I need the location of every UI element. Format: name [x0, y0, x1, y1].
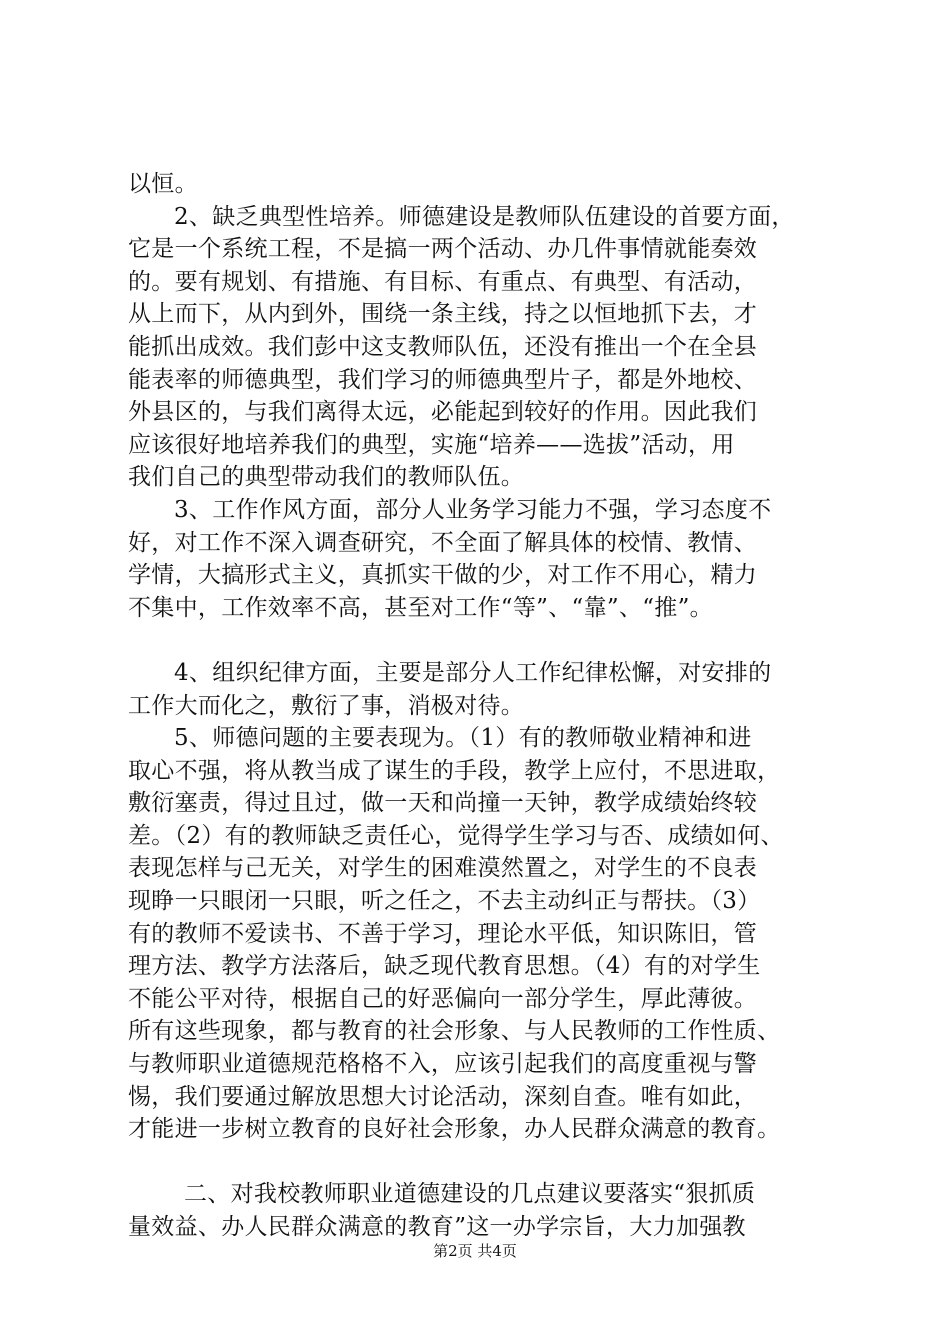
- text-line: 取心不强，将从教当成了谋生的手段，教学上应付，不思进取，: [128, 757, 781, 784]
- text-line: 所有这些现象，都与教育的社会形象、与人民教师的工作性质、: [128, 1018, 781, 1045]
- text-line: 惕，我们要通过解放思想大讨论活动，深刻自查。唯有如此，: [128, 1083, 758, 1110]
- text-line: 学情，大搞形式主义，真抓实干做的少，对工作不用心，精力: [128, 562, 758, 589]
- document-body: [128, 168, 840, 1244]
- text-line: 应该很好地培养我们的典型，实施“培养——选拔”活动，用: [128, 431, 735, 458]
- text-line: 好，对工作不深入调查研究，不全面了解具体的校情、教情、: [128, 529, 758, 556]
- page-number: 第2页 共4页: [433, 1242, 517, 1260]
- text-line: 它是一个系统工程，不是搞一两个活动、办几件事情就能奏效: [128, 236, 758, 263]
- paragraph-2-start: 2、缺乏典型性培养。师德建设是教师队伍建设的首要方面，: [174, 203, 795, 230]
- section-heading-line: 二、对我校教师职业道德建设的几点建议要落实“狠抓质: [184, 1181, 756, 1208]
- text-line: 我们自己的典型带动我们的教师队伍。: [128, 464, 525, 491]
- text-line: 表现怎样与己无关，对学生的困难漠然置之，对学生的不良表: [128, 855, 758, 882]
- paragraph-gap: [128, 1146, 840, 1179]
- text-line: 现睁一只眼闭一只眼，听之任之，不去主动纠正与帮扶。（3）: [128, 888, 761, 915]
- text-line: 能抓出成效。我们彭中这支教师队伍，还没有推出一个在全县: [128, 333, 758, 360]
- text-line: 才能进一步树立教育的良好社会形象，办人民群众满意的教育。: [128, 1116, 781, 1143]
- text-line: 工作大而化之，敷衍了事，消极对待。: [128, 692, 525, 719]
- paragraph-3-start: 3、工作作风方面，部分人业务学习能力不强，学习态度不: [174, 496, 772, 523]
- text-line: 敷衍塞责，得过且过，做一天和尚撞一天钟，教学成绩始终较: [128, 790, 758, 817]
- text-line: 理方法、教学方法落后，缺乏现代教育思想。（4）有的对学生: [128, 953, 761, 980]
- paragraph-4-start: 4、组织纪律方面，主要是部分人工作纪律松懈，对安排的: [174, 659, 772, 686]
- paragraph-gap: [128, 624, 840, 657]
- text-line: 有的教师不爱读书、不善于学习，理论水平低，知识陈旧，管: [128, 920, 758, 947]
- text-line: 能表率的师德典型，我们学习的师德典型片子，都是外地校、: [128, 366, 758, 393]
- text-line: 外县区的，与我们离得太远，必能起到较好的作用。因此我们: [128, 399, 758, 426]
- text-line: 不能公平对待，根据自己的好恶偏向一部分学生，厚此薄彼。: [128, 985, 758, 1012]
- text-line: 从上而下，从内到外，围绕一条主线，持之以恒地抓下去，才: [128, 301, 758, 328]
- paragraph-5-start: 5、师德问题的主要表现为。（1）有的教师敬业精神和进: [174, 725, 752, 752]
- text-line: 的。要有规划、有措施、有目标、有重点、有典型、有活动，: [128, 268, 758, 295]
- text-line: 差。（2）有的教师缺乏责任心，觉得学生学习与否、成绩如何、: [128, 822, 784, 849]
- text-line: 以恒。: [128, 171, 198, 197]
- text-line: 不集中，工作效率不高，甚至对工作“等”、“靠”、“推”。: [128, 594, 713, 621]
- text-line: 量效益、办人民群众满意的教育”这一办学宗旨，大力加强教: [128, 1214, 746, 1240]
- text-line: 与教师职业道德规范格格不入，应该引起我们的高度重视与警: [128, 1051, 758, 1078]
